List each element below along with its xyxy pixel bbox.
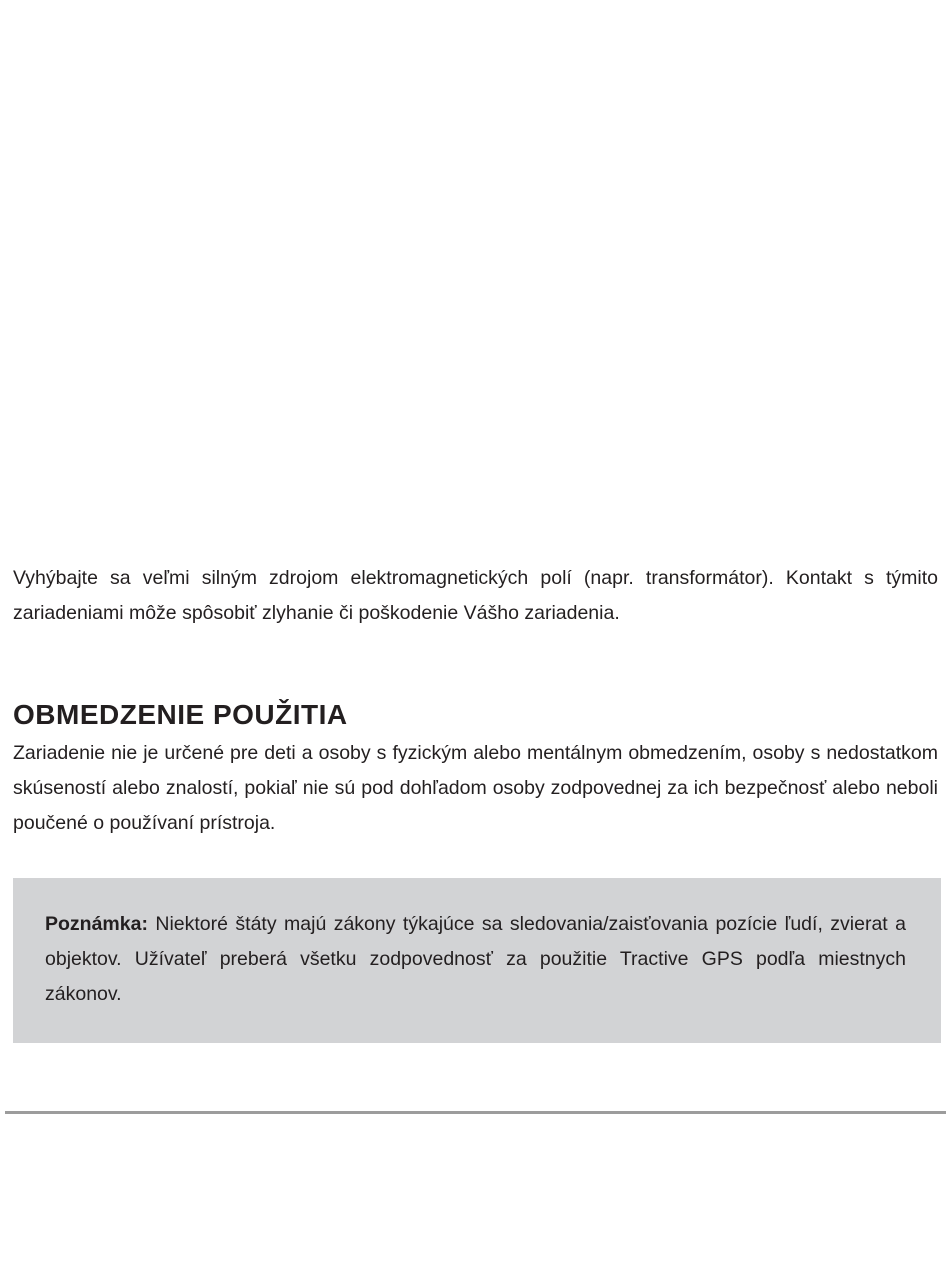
note-label: Poznámka: — [45, 913, 148, 935]
intro-paragraph: Vyhýbajte sa veľmi silným zdrojom elektromagnetických polí (napr. transformátor). Kontakt s týmito zariadeniami môže spôsobiť zlyhanie či poškodenie Vášho zariadenia. — [13, 567, 938, 624]
note-box — [13, 878, 941, 1043]
note-paragraph — [45, 907, 906, 1012]
section-body-paragraph: Zariadenie nie je určené pre deti a osoby s fyzickým alebo mentálnym obmedzením, osoby s nedostatkom skúseností alebo znalostí, pokiaľ nie sú pod dohľadom osoby zodpovednej za ich bezpečnosť alebo neboli poučené o používaní prístroja. — [13, 742, 938, 834]
section-heading: OBMEDZENIE POUŽITIA — [13, 699, 348, 730]
horizontal-divider — [5, 1111, 946, 1114]
note-text: Niektoré štáty majú zákony týkajúce sa sledovania/zaisťovania pozície ľudí, zvierat a objektov. Užívateľ preberá všetku zodpovednosť za použitie Tractive GPS podľa miestnych zákonov. — [45, 913, 906, 1005]
